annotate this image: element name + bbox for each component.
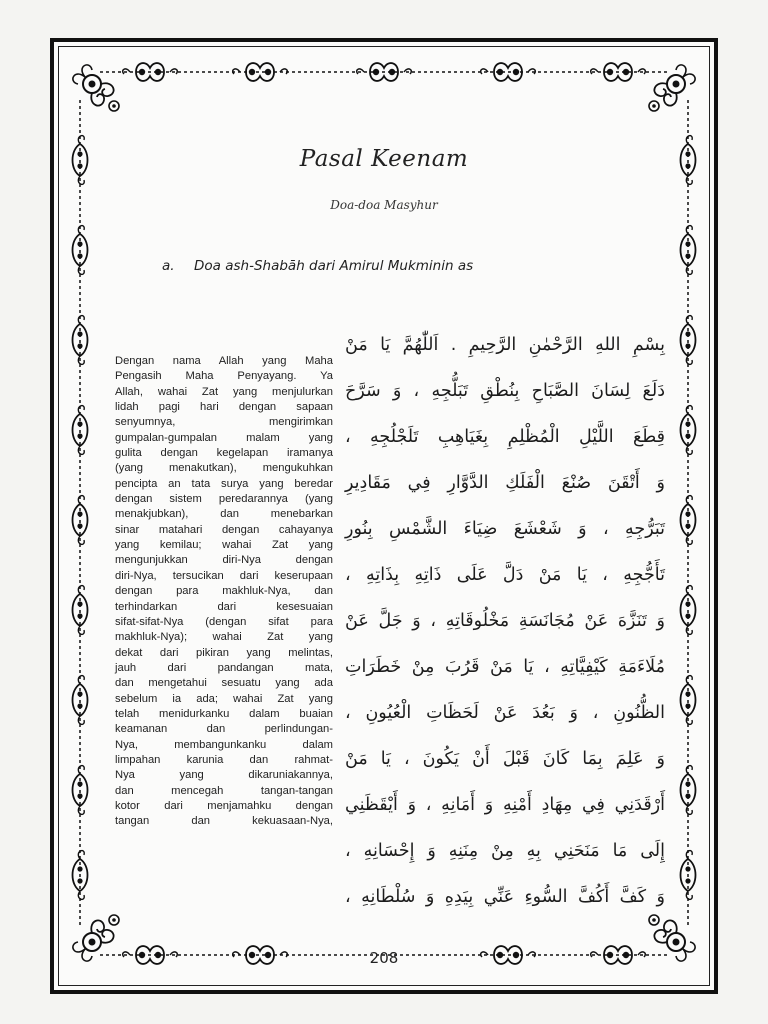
chapter-subtitle: Doa-doa Masyhur <box>330 198 438 212</box>
translation-line: menakjubkan), dan menebarkan <box>115 508 333 521</box>
translation-line: limpahan karunia dan rahmat- <box>115 753 333 766</box>
translation-line: sinar matahari dengan cahayanya <box>115 523 333 536</box>
arabic-line: تَأَجُّجِهِ ، يَا مَنْ دَلَّ عَلَى ذَاتِهِ بِذَاتِهِ ، <box>345 565 665 585</box>
arabic-line: دَلَعَ لِسَانَ الصَّبَاحِ بِنُطْقِ تَبَلُّجِهِ ، وَ سَرَّحَ <box>345 381 665 401</box>
translation-line: gumpalan-gumpalan malam yang <box>115 431 333 444</box>
translation-line: dan mencegah tangan-tangan <box>115 784 333 797</box>
translation-line: yang kemilau; wahai Zat yang <box>115 539 333 552</box>
translation-line: Allah, wahai Zat yang menjulurkan <box>115 385 333 398</box>
arabic-line: وَ أَتْقَنَ صُنْعَ الْفَلَكِ الدَّوَّارِ فِي مَقَادِيرِ <box>345 473 665 493</box>
translation-line: terhindarkan dari kesesuaian <box>115 600 333 613</box>
translation-line: dan mengetahui sesuatu yang ada <box>115 677 333 690</box>
translation-column <box>115 354 333 830</box>
arabic-line: مُلَاءَمَةِ كَيْفِيَّاتِهِ ، يَا مَنْ قَرُبَ مِنْ خَطَرَاتِ <box>345 657 665 677</box>
arabic-line: وَ كَفَّ أَكُفَّ السُّوءِ عَنِّي بِيَدِهِ وَ سُلْطَانِهِ ، <box>345 887 665 907</box>
section-heading <box>162 258 473 274</box>
arabic-line: إِلَى مَا مَنَحَنِي بِهِ مِنْ مِنَنِهِ وَ إِحْسَانِهِ ، <box>345 841 665 861</box>
translation-line: mengunjukkan diri-Nya dengan <box>115 554 333 567</box>
translation-line: diri-Nya, tersucikan dari keserupaan <box>115 569 333 582</box>
chapter-title: Pasal Keenam <box>299 146 469 172</box>
translation-line: sebelum ia ada; wahai Zat yang <box>115 692 333 705</box>
translation-line: pencipta an tata surya yang beredar <box>115 477 333 490</box>
arabic-line: وَ تَنَزَّهَ عَنْ مُجَانَسَةِ مَخْلُوقَاتِهِ ، وَ جَلَّ عَنْ <box>345 611 665 631</box>
translation-line: keamanan dan perlindungan- <box>115 723 333 736</box>
arabic-line: بِسْمِ اللهِ الرَّحْمٰنِ الرَّحِيمِ . اَللّٰهُمَّ يَا مَنْ <box>345 335 665 355</box>
translation-line: Pengasih Maha Penyayang. Ya <box>115 370 333 383</box>
section-marker: a. <box>162 258 175 274</box>
translation-line: dengan para makhluk-Nya, dan <box>115 585 333 598</box>
translation-line: Nya, membangunkanku dalam <box>115 738 333 751</box>
arabic-line: تَبَرُّجِهِ ، وَ شَعْشَعَ ضِيَاءَ الشَّمْسِ بِنُورِ <box>345 519 665 539</box>
translation-line: kotor dari menjamahku dengan <box>115 799 333 812</box>
translation-line: (yang menakutkan), mengukuhkan <box>115 462 333 475</box>
translation-line: Nya yang dikaruniakannya, <box>115 769 333 782</box>
arabic-line: الظُّنُونِ ، وَ بَعُدَ عَنْ لَحَظَاتِ الْعُيُونِ ، <box>345 703 665 723</box>
arabic-text-column <box>345 322 665 920</box>
translation-line: senyumnya, mengirimkan <box>115 416 333 429</box>
arabic-line: قِطَعَ اللَّيْلِ الْمُظْلِمِ بِغَيَاهِبِ تَلَجْلُجِهِ ، <box>345 427 665 447</box>
translation-line: dekat dari pikiran yang melintas, <box>115 646 333 659</box>
translation-line: Dengan nama Allah yang Maha <box>115 355 333 367</box>
arabic-line: أَرْقَدَنِي فِي مِهَادِ أَمْنِهِ وَ أَمَانِهِ ، وَ أَيْقَظَنِي <box>345 795 665 815</box>
translation-line: jauh dari pandangan mata, <box>115 661 333 674</box>
section-title: Doa ash-Shabāh dari Amirul Mukminin as <box>194 258 474 274</box>
translation-line: dengan sistem peredarannya (yang <box>115 493 333 506</box>
page-number: 208 <box>369 949 399 967</box>
translation-line: sifat-sifat-Nya (dengan sifat para <box>115 615 333 628</box>
arabic-line: وَ عَلِمَ بِمَا كَانَ قَبْلَ أَنْ يَكُونَ ، يَا مَنْ <box>345 749 665 769</box>
translation-line: tangan dan kekuasaan-Nya, <box>115 815 333 828</box>
translation-line: makhluk-Nya); wahai Zat yang <box>115 631 333 644</box>
translation-line: gulita dengan kegelapan iramanya <box>115 447 333 460</box>
translation-line: lidah pagi hari dengan sapaan <box>115 401 333 414</box>
translation-line: telah menidurkanku dalam buaian <box>115 707 333 720</box>
